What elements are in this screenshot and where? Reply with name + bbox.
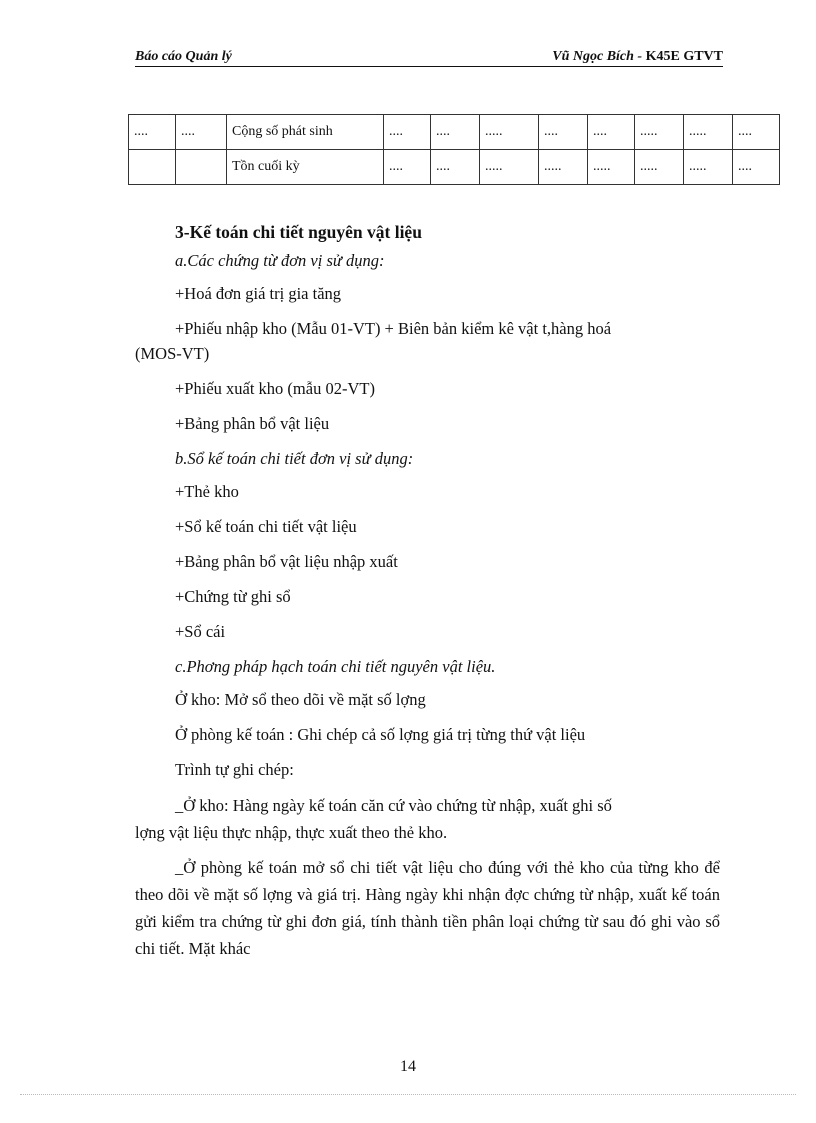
list-item-continuation: (MOS-VT) xyxy=(135,344,210,363)
list-item: +Phiếu nhập kho (Mẫu 01-VT) + Biên bản kiểm kê vật t,hàng hoá xyxy=(175,319,612,338)
table-cell: .... xyxy=(539,115,588,150)
section-title: 3-Kế toán chi tiết nguyên vật liệu xyxy=(175,222,422,242)
table-cell: Tồn cuối kỳ xyxy=(227,150,384,185)
table-cell: .... xyxy=(384,150,431,185)
header-author xyxy=(552,49,723,65)
list-item: Trình tự ghi chép: xyxy=(175,760,294,779)
table-cell: .... xyxy=(431,115,480,150)
subheading-c: c.Phơng pháp hạch toán chi tiết nguyên vật liệu. xyxy=(175,657,496,676)
list-item: +Thẻ kho xyxy=(175,482,239,501)
table-cell: ..... xyxy=(635,115,684,150)
table-cell: .... xyxy=(129,115,176,150)
table-cell: .... xyxy=(733,115,780,150)
list-item: +Phiếu xuất kho (mẫu 02-VT) xyxy=(175,379,375,398)
subheading-a: a.Các chứng từ đơn vị sử dụng: xyxy=(175,251,385,270)
paragraph xyxy=(135,792,720,846)
table-row xyxy=(129,150,780,185)
paragraph: _Ở phòng kế toán mở sổ chi tiết vật liệu cho đúng với thẻ kho của từng kho để theo dõi về mặt số lợng và giá trị. Hàng ngày khi nhận đợc chứng từ nhập, xuất kế toán gửi kiểm tra chứng từ ghi đơn giá, tính thành tiền phân loại chứng từ sau đó ghi vào sổ chi tiết. Mặt khác xyxy=(135,858,720,958)
table-cell: .... xyxy=(384,115,431,150)
list-item: +Hoá đơn giá trị gia tăng xyxy=(175,284,342,303)
table-cell: Cộng số phát sinh xyxy=(227,115,384,150)
list-item: Ở phòng kế toán : Ghi chép cả số lợng giá trị từng thứ vật liệu xyxy=(175,725,586,744)
document-body xyxy=(135,220,720,971)
paragraph-first-line: _Ở kho: Hàng ngày kế toán căn cứ vào chứng từ nhập, xuất ghi số xyxy=(175,796,612,815)
table-cell: ..... xyxy=(635,150,684,185)
ledger-table xyxy=(128,114,780,185)
subheading-b: b.Sổ kế toán chi tiết đơn vị sử dụng: xyxy=(175,449,414,468)
header-class: K45E GTVT xyxy=(645,49,723,64)
table-cell xyxy=(129,150,176,185)
table-cell: ..... xyxy=(684,115,733,150)
table-cell: ..... xyxy=(684,150,733,185)
table-cell: ..... xyxy=(480,150,539,185)
table-cell: ..... xyxy=(539,150,588,185)
header-author-name: Vũ Ngọc Bích - xyxy=(552,49,646,64)
paragraph-continuation: lợng vật liệu thực nhập, thực xuất theo thẻ kho. xyxy=(135,823,448,842)
page-number: 14 xyxy=(400,1058,416,1075)
page-bottom-divider xyxy=(20,1094,796,1095)
list-item: +Sổ kế toán chi tiết vật liệu xyxy=(175,517,357,536)
table-cell: .... xyxy=(733,150,780,185)
page-header xyxy=(135,46,723,67)
list-item: +Chứng từ ghi sổ xyxy=(175,587,291,606)
list-item: Ở kho: Mở sổ theo dõi về mặt số lợng xyxy=(175,690,426,709)
table-cell xyxy=(176,150,227,185)
list-item: +Bảng phân bổ vật liệu nhập xuất xyxy=(175,552,398,571)
table-cell: ..... xyxy=(480,115,539,150)
table-cell: .... xyxy=(176,115,227,150)
table-cell: .... xyxy=(431,150,480,185)
table-cell: ..... xyxy=(588,150,635,185)
table-cell: .... xyxy=(588,115,635,150)
header-report-title: Báo cáo Quản lý xyxy=(135,49,232,64)
list-item: +Bảng phân bổ vật liệu xyxy=(175,414,330,433)
list-item: +Sổ cái xyxy=(175,622,226,641)
table-row xyxy=(129,115,780,150)
